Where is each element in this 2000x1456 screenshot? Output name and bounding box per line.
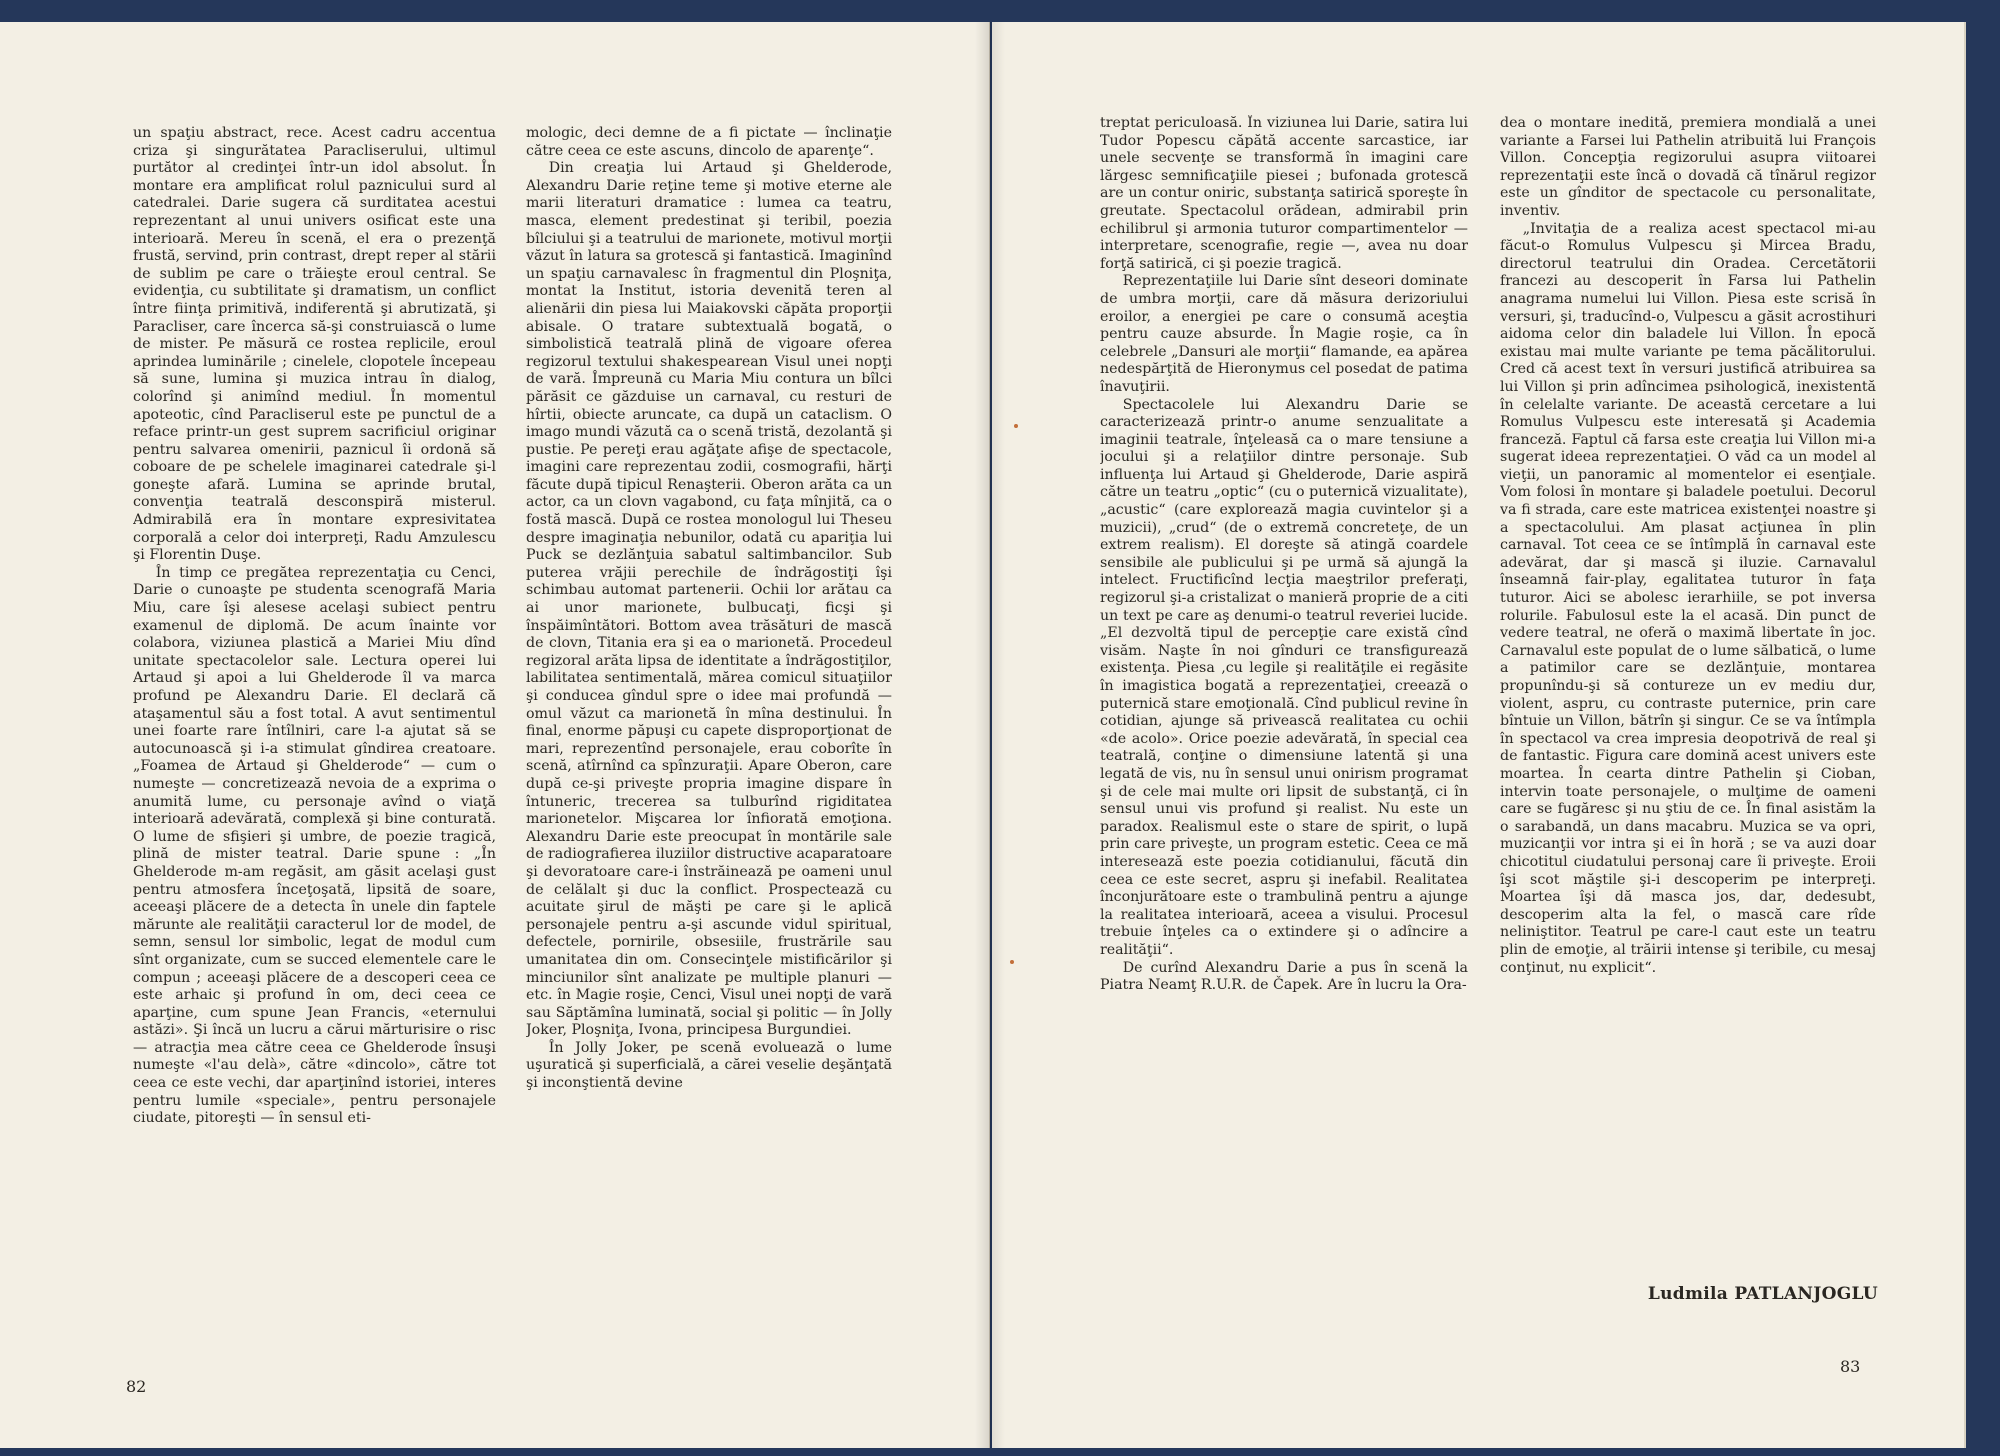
text-column-2 xyxy=(526,125,892,1325)
paragraph: În Jolly Joker, pe scenă evoluează o lume uşuratică şi superficială, a cărei veselie deşănţată şi inconştientă devine xyxy=(526,1039,892,1092)
paragraph: Reprezentaţiile lui Darie sînt deseori dominate de umbra morţii, care dă măsura derizoriului eroilor, a energiei pe care o consumă aceştia pentru cauze absurde. În Magie roşie, ca în celebrele „Dansuri ale morţii“ flamande, ea apărea nedespărţită de Hieronymus cel posedat de patima înavuţirii. xyxy=(1100,273,1468,395)
paragraph: mologic, deci demne de a fi pictate — înclinaţie către ceea ce este ascuns, dincolo de aparenţe“. xyxy=(526,125,892,159)
paragraph: De curînd Alexandru Darie a pus în scenă la Piatra Neamţ R.U.R. de Čapek. Are în lucru la Ora- xyxy=(1100,959,1468,994)
paragraph: treptat periculoasă. În viziunea lui Darie, satira lui Tudor Popescu căpătă accente sarcastice, iar unele secvenţe se transformă în imagini care lărgesc semnificaţiile piesei ; bufonada grotescă are un contur oniric, substanţa satirică sporeşte în greutate. Spectacolul orădean, admirabil prin echilibrul şi armonia tuturor compartimentelor — interpretare, scenografie, regie —, avea nu doar forţă satirică, ci şi poezie tragică. xyxy=(1100,115,1468,272)
print-speck xyxy=(1010,960,1014,964)
paragraph: Spectacolele lui Alexandru Darie se caracterizează printr-o anume senzualitate a imaginii teatrale, înţeleasă ca o mare tensiune a jocului şi a relaţiilor dintre personaje. Sub influenţa lui Artaud şi Ghelderode, Darie aspiră către un teatru „optic“ (cu o puternică vizualitate), „acustic“ (care explorează magia cuvintelor şi a muzicii), „crud“ (de o extremă concreteţe, de un extrem realism). El doreşte să atingă coardele sensibile ale publicului şi pe urmă să ajungă la intelect. Fructificînd lecţia maeştrilor preferaţi, regizorul şi-a cristalizat o manieră proprie de a citi un text pe care aş denumi-o teatrul reveriei lucide. „El dezvoltă tipul de percepţie care există cînd visăm. Naşte în noi gînduri ce transfigurează existenţa. Piesa ,cu legile şi realităţile ei regăsite în imagistica bogată a reprezentaţiei, creează o puternică stare emoţională. Cînd publicul revine în cotidian, ajunge să privească realitatea cu ochii «de acolo». Orice poezie adevărată, în special cea teatrală, conţine o dimensiune latentă şi una legată de vis, nu în sensul unui onirism programat şi de cele mai multe ori lipsit de substanţă, ci în sensul unui vis profund şi realist. Nu este un paradox. Realismul este o stare de spirit, o lupă prin care priveşte, un program estetic. Ceea ce mă interesează este poezia cotidianului, făcută din ceea ce este secret, aspru şi inefabil. Realitatea înconjurătoare este o trambulină pentru a ajunge la realitatea interioară, aceea a visului. Procesul trebuie înţeles ca o extindere şi o adîncire a realităţii“. xyxy=(1100,396,1468,958)
paragraph: Din creaţia lui Artaud şi Ghelderode, Alexandru Darie reţine teme şi motive eterne ale marii literaturi dramatice : lumea ca teatru, masca, element predestinat şi teribil, poezia bîlciului şi a teatrului de marionete, motivul morţii văzut în latura sa grotescă şi fantastică. Imaginînd un spaţiu carnavalesc în fragmentul din Ploşniţa, montat la Institut, istoria devenită teren al alienării din piesa lui Maiakovski căpăta proporţii abisale. O tratare subtextuală bogată, o simbolistică teatrală plină de vigoare oferea regizorul textului shakespearean Visul unei nopţi de vară. Împreună cu Maria Miu contura un bîlci părăsit ce găzduise un carnaval, cu resturi de hîrtii, obiecte aruncate, ca după un cataclism. O imago mundi văzută ca o scenă tristă, dezolantă şi pustie. Pe pereţi erau agăţate afişe de spectacole, imagini care reprezentau zodii, cosmografii, hărţi făcute după tipicul Renaşterii. Oberon arăta ca un actor, ca un clovn vagabond, cu faţa mînjită, ca o fostă mască. După ce rostea monologul lui Theseu despre imaginaţia nebunilor, odată cu apariţia lui Puck se dezlănţuia sabatul saltimbancilor. Sub puterea vrăjii perechile de îndrăgostiţi îşi schimbau automat partenerii. Ochii lor arătau ca ai unor marionete, bulbucaţi, ficşi şi înspăimîntători. Bottom avea trăsături de mască de clovn, Titania era şi ea o marionetă. Procedeul regizoral arăta lipsa de identitate a îndrăgostiţilor, labilitatea sentimentală, mărea comicul situaţiilor şi conducea gîndul spre o idee mai profundă — omul văzut ca marionetă în mîna destinului. În final, enorme păpuşi cu capete disproporţionat de mari, reprezentînd personajele, erau coborîte în scenă, atîrnînd ca spînzuraţii. Apare Oberon, care după ce-şi priveşte propria imagine dispare în întuneric, trecerea sa tulburînd rigiditatea marionetelor. Mişcarea lor înfiorată emoţiona. Alexandru Darie este preocupat în montările sale de radiografierea iluziilor distructive acaparatoare şi devoratoare care-i înstrăinează pe oameni unul de celălalt şi duc la conflict. Prospectează cu acuitate şirul de măşti pe care şi le aplică personajele pentru a-şi ascunde vidul spiritual, defectele, pornirile, obsesiile, frustrările sau umanitatea din om. Consecinţele mistificărilor şi minciunilor sînt analizate pe multiple planuri — etc. în Magie roşie, Cenci, Visul unei nopţi de vară sau Săptămîna luminată, social şi politic — în Jolly Joker, Ploşniţa, Ivona, principesa Burgundiei. xyxy=(526,160,892,1039)
page-number-left: 82 xyxy=(126,1377,147,1396)
author-signature: Ludmila PATLANJOGLU xyxy=(1647,1284,1878,1304)
paragraph: În timp ce pregătea reprezentaţia cu Cenci, Darie o cunoaşte pe studenta scenografă Maria Miu, care îşi alesese acelaşi subiect pentru examenul de diplomă. De acum înainte vor colabora, viziunea plastică a Mariei Miu dînd unitate spectacolelor sale. Lectura operei lui Artaud şi apoi a lui Ghelderode îl va marca profund pe Alexandru Darie. El declară că ataşamentul său a fost total. A avut sentimentul unei foarte rare întîlniri, care l-a ajutat să se autocunoască şi i-a stimulat gîndirea creatoare. „Foamea de Artaud şi Ghelderode“ — cum o numeşte — concretizează nevoia de a exprima o anumită lume, cu personaje avînd o viaţă interioară adevărată, complexă şi bine conturată. O lume de sfişieri şi umbre, de poezie tragică, plină de mister teatral. Darie spune : „În Ghelderode m-am regăsit, am găsit acelaşi gust pentru atmosfera înceţoşată, lipsită de soare, aceeaşi plăcere de a detecta în unele din faptele mărunte ale realităţii caracterul lor de model, de semn, sensul lor simbolic, legat de modul cum sînt organizate, cum se succed elementele care le compun ; aceeaşi plăcere de a descoperi ceea ce este arhaic şi profund în om, deci ceea ce aparţine, cum spune Jean Francis, «eternului astăzi». Şi încă un lucru a cărui mărturisire o risc — atracţia mea către ceea ce Ghelderode însuşi numeşte «l'au delà», către «dincolo», către tot ceea ce este vechi, dar aparţinînd istoriei, interes pentru lumile «speciale», pentru personajele ciudate, pitoreşti — în sensul eti- xyxy=(133,564,496,1127)
text-column-3 xyxy=(1100,115,1468,1325)
text-column-4 xyxy=(1500,115,1876,1295)
paragraph: „Invitaţia de a realiza acest spectacol mi-au făcut-o Romulus Vulpescu şi Mircea Bradu, directorul teatrului din Oradea. Cercetătorii francezi au descoperit în Farsa lui Pathelin anagrama numelui lui Villon. Piesa este scrisă în versuri, şi, traducînd-o, Vulpescu a găsit acrostihuri aidoma celor din baladele lui Villon. În epocă existau mai multe variante pe tema păcălitorului. Cred că acest text în versuri justifică atribuirea sa lui Villon şi prin adîncimea psihologică, inexistentă în celelalte variante. De această cercetare a lui Romulus Vulpescu este interesată şi Academia franceză. Faptul că farsa este creaţia lui Villon mi-a sugerat ideea reprezentaţiei. O văd ca un model al vieţii, un panoramic al momentelor ei esenţiale. Vom folosi în montare şi baladele poetului. Decorul va fi strada, care este matricea existenţei noastre şi a spectacolului. Am plasat acţiunea în plin carnaval. Tot ceea ce se întîmplă în carnaval este adevărat, dar şi mască şi iluzie. Carnavalul înseamnă fair-play, egalitatea tuturor în faţa tuturor. Aici se abolesc ierarhiile, se pot inversa rolurile. Fabulosul este la el acasă. Din punct de vedere teatral, ne oferă o maximă libertate în joc. Carnavalul este populat de o lume sălbatică, o lume a patimilor care se dezlănţuie, montarea propunîndu-şi să contureze un ev mediu dur, violent, aspru, cu contraste puternice, prin care bîntuie un Villon, bătrîn şi singur. Ce se va întîmpla în spectacol va crea impresia deopotrivă de real şi de fantastic. Figura care domină acest univers este moartea. În cearta dintre Pathelin şi Cioban, intervin toate personajele, o mulţime de oameni care se fugăresc şi nu ştiu de ce. În final asistăm la o sarabandă, un dans macabru. Muzica se va opri, muzicanţii vor intra şi ei în horă ; se va auzi doar chicotitul ciudatului personaj care îi priveşte. Eroii îşi scot măştile şi-i descoperim pe interpreţi. Moartea îşi dă masca jos, dar, dedesubt, descoperim alta la fel, o mască care rîde neliniştitor. Teatrul pe care-l caut este un teatru plin de emoţie, al trăirii intense şi teribile, cu mesaj conţinut, nu explicit“. xyxy=(1500,220,1876,976)
print-speck xyxy=(1014,424,1018,428)
paragraph: un spaţiu abstract, rece. Acest cadru accentua criza şi singurătatea Paracliserului, ultimul purtător al credinţei într-un idol absolut. În montare era amplificat rolul paznicului surd al catedralei. Darie sugera că surditatea acestui reprezentant al unui univers osificat este una interioară. Mereu în scenă, el era o prezenţă frustă, servind, prin contrast, drept reper al stării de sublim pe care o trăieşte eroul central. Se evidenţia, cu subtilitate şi dramatism, un conflict între fiinţa primitivă, indiferentă şi abrutizată, şi Paracliser, care încerca să-şi construiască o lume de mister. Pe măsură ce rostea replicile, eroul aprindea luminările ; cinelele, clopotele începeau să sune, lumina şi muzica intrau în dialog, colorînd şi animînd mediul. În momentul apoteotic, cînd Paracliserul este pe punctul de a reface printr-un gest suprem sacrificiul originar pentru salvarea omenirii, paznicul îi ordonă să coboare de pe schelele imaginarei catedrale şi-l goneşte afară. Lumina se aprinde brutal, convenţia teatrală desconspiră misterul. Admirabilă era în montare expresivitatea corporală a celor doi interpreţi, Radu Amzulescu şi Florentin Duşe. xyxy=(133,125,496,564)
paragraph: dea o montare inedită, premiera mondială a unei variante a Farsei lui Pathelin atribuită lui François Villon. Concepţia regizorului asupra viitoarei reprezentaţii este încă o dovadă că tînărul regizor este un gînditor de spectacole cu personalitate, inventiv. xyxy=(1500,115,1876,219)
page-number-right: 83 xyxy=(1840,1357,1861,1376)
text-column-1 xyxy=(133,125,496,1325)
